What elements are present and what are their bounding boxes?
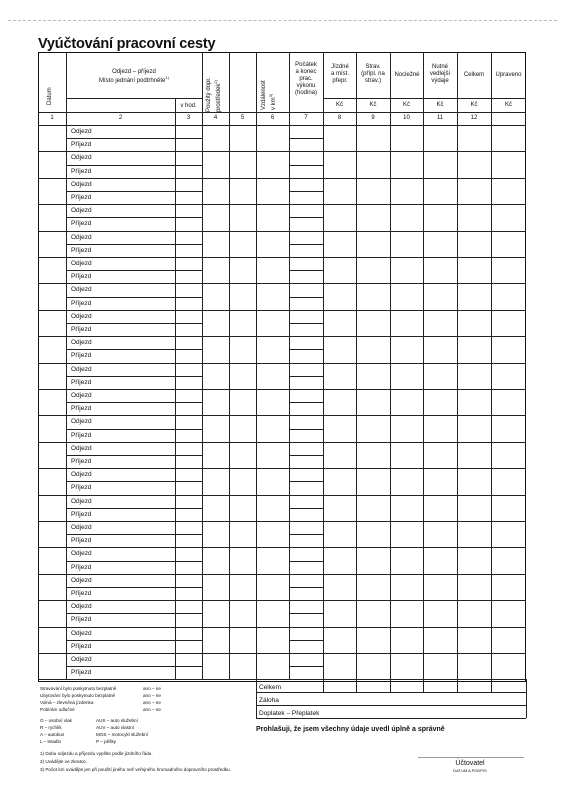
header-nutne — [423, 64, 457, 85]
row-divider — [38, 178, 66, 179]
row-divider — [202, 389, 289, 390]
row-divider — [289, 165, 323, 166]
row-divider — [66, 349, 202, 350]
row-divider — [289, 481, 323, 482]
row-divider — [289, 521, 323, 522]
header-strav — [356, 64, 390, 85]
header-odjezd-line1: Odjezd – příjezd — [112, 69, 156, 75]
row-label: Odjezd — [71, 603, 92, 611]
legend-o: O – osobní vlak — [40, 718, 72, 723]
row-divider — [66, 217, 202, 218]
row-divider — [38, 442, 66, 443]
row-divider — [289, 666, 323, 667]
note-odlucne: Pobírám odlučné — [40, 707, 75, 712]
row-divider — [323, 336, 526, 337]
currency-label: Kč — [436, 102, 444, 108]
column-number: 12 — [470, 115, 478, 121]
header-pouzity-prostredek-2 — [213, 80, 222, 112]
row-divider — [289, 151, 323, 152]
row-divider — [66, 679, 202, 680]
summary-doplatek: Doplatek – Přeplatek — [259, 710, 320, 717]
row-label: Odjezd — [71, 180, 92, 188]
row-divider — [289, 363, 323, 364]
row-divider — [323, 521, 526, 522]
row-divider — [289, 679, 323, 680]
column-divider — [356, 52, 357, 679]
row-divider — [38, 231, 66, 232]
row-divider — [289, 653, 323, 654]
row-label: Příjezd — [71, 194, 92, 201]
row-divider — [66, 270, 202, 271]
footnote-ref-3: 3) — [268, 93, 273, 98]
row-divider — [289, 600, 323, 601]
row-label: Příjezd — [71, 431, 92, 439]
row-divider — [66, 640, 202, 641]
row-divider — [202, 547, 289, 548]
row-divider — [289, 231, 323, 232]
row-label: Odjezd — [71, 365, 92, 373]
row-label: Odjezd — [71, 656, 92, 663]
column-divider — [390, 52, 391, 679]
row-divider — [66, 204, 202, 205]
header-nutne-l1: Nutné — [431, 64, 448, 70]
row-label: Odjezd — [71, 128, 92, 135]
row-divider — [323, 363, 526, 364]
header-jizdne-l3: přepr. — [332, 77, 348, 84]
header-vzdalenost — [261, 80, 267, 110]
row-divider — [66, 574, 202, 575]
column-number: 10 — [403, 115, 410, 121]
row-divider — [66, 402, 202, 403]
row-divider — [323, 283, 526, 284]
row-divider — [66, 455, 202, 456]
row-divider — [66, 666, 202, 667]
column-number: 2 — [118, 115, 123, 121]
header-pouzity-line1: Použitý dopr. — [206, 77, 212, 112]
signature-subtitle: DATUM A PODPIS — [453, 768, 487, 773]
row-divider — [38, 415, 66, 416]
row-divider — [289, 640, 323, 641]
summary-divider — [256, 692, 526, 693]
header-nutne-l3: výdaje — [431, 77, 449, 84]
column-divider — [202, 52, 203, 679]
row-label: Odjezd — [71, 444, 92, 452]
row-label: Odjezd — [71, 550, 92, 558]
header-datum: Datum — [47, 87, 53, 105]
row-divider — [66, 521, 202, 522]
row-divider — [323, 310, 526, 311]
header-vzdalenost-2 — [268, 94, 277, 110]
row-divider — [202, 468, 289, 469]
header-pocatek — [289, 62, 323, 96]
row-divider — [66, 257, 202, 258]
row-divider — [202, 363, 289, 364]
row-label: Příjezd — [71, 642, 92, 650]
currency-label: Kč — [402, 102, 410, 108]
row-divider — [289, 402, 323, 403]
column-number: 11 — [436, 115, 444, 121]
row-divider — [66, 323, 202, 324]
row-divider — [66, 363, 202, 364]
row-divider — [323, 257, 526, 258]
row-divider — [66, 429, 202, 430]
header-pouzity-prostredek — [206, 77, 212, 112]
row-divider — [66, 442, 202, 443]
column-divider — [256, 52, 257, 679]
header-strav-l1: Strav. — [365, 64, 381, 70]
row-divider — [323, 442, 526, 443]
currency-label: Kč — [369, 102, 377, 108]
column-number: 4 — [213, 115, 218, 121]
row-divider — [38, 679, 66, 680]
row-divider — [38, 627, 66, 628]
row-divider — [38, 204, 66, 205]
row-divider — [202, 627, 289, 628]
row-label: Příjezd — [71, 669, 92, 677]
row-divider — [38, 495, 66, 496]
row-divider — [202, 283, 289, 284]
row-divider — [38, 600, 66, 601]
row-divider — [289, 297, 323, 298]
header-jizdne-l2: a míst. — [330, 70, 349, 77]
column-number: 7 — [304, 115, 308, 121]
row-divider — [66, 587, 202, 588]
row-divider — [289, 547, 323, 548]
currency-label: Kč — [504, 102, 512, 108]
row-divider — [202, 231, 289, 232]
row-divider — [323, 389, 526, 390]
summary-divider — [256, 705, 526, 706]
header-pocatek-l2: a konec — [295, 68, 317, 75]
row-divider — [289, 429, 323, 430]
summary-divider — [256, 718, 526, 719]
row-divider — [38, 151, 66, 152]
row-label: Odjezd — [71, 629, 92, 637]
row-divider — [202, 204, 289, 205]
row-divider — [323, 468, 526, 469]
header-divider — [323, 98, 526, 99]
row-divider — [66, 653, 202, 654]
row-divider — [323, 415, 526, 416]
footnote-3: 3) Počet km uvádějte jen při použití jiného než veřejného hromadného dopravního prostředku. — [40, 767, 232, 772]
row-divider — [66, 165, 202, 166]
row-label: Příjezd — [71, 167, 92, 175]
row-divider — [289, 376, 323, 377]
row-label: Odjezd — [71, 260, 92, 267]
row-divider — [202, 415, 289, 416]
row-divider — [289, 389, 323, 390]
footnote-ref-2: 2) — [213, 80, 218, 84]
summary-zaloha: Záloha — [259, 697, 279, 704]
row-divider — [66, 481, 202, 482]
row-divider — [289, 349, 323, 350]
column-divider — [229, 52, 230, 679]
row-divider — [323, 204, 526, 205]
legend-a: A – autobus — [40, 732, 65, 737]
row-divider — [289, 204, 323, 205]
row-divider — [38, 257, 66, 258]
row-divider — [202, 679, 289, 680]
column-number: 6 — [270, 115, 275, 121]
row-label: Příjezd — [71, 484, 92, 492]
row-divider — [289, 257, 323, 258]
column-divider — [289, 52, 290, 679]
column-divider — [491, 52, 492, 679]
header-divider — [38, 125, 526, 126]
row-label: Odjezd — [71, 154, 92, 162]
summary-divider — [256, 679, 257, 718]
row-divider — [66, 191, 202, 192]
row-divider — [323, 495, 526, 496]
row-divider — [66, 297, 202, 298]
row-divider — [289, 613, 323, 614]
column-number: 5 — [240, 115, 245, 121]
row-label: Odjezd — [71, 392, 92, 399]
row-divider — [202, 442, 289, 443]
row-divider — [66, 547, 202, 548]
row-divider — [38, 389, 66, 390]
row-divider — [202, 151, 289, 152]
row-divider — [38, 283, 66, 284]
row-divider — [38, 574, 66, 575]
header-upraveno: Upraveno — [495, 72, 522, 78]
signature-line — [418, 757, 524, 758]
row-label: Odjezd — [71, 312, 92, 320]
row-label: Odjezd — [71, 497, 92, 505]
column-divider — [323, 52, 324, 679]
row-divider — [66, 336, 202, 337]
row-divider — [323, 627, 526, 628]
cut-line — [8, 20, 557, 21]
row-divider — [289, 442, 323, 443]
row-divider — [202, 257, 289, 258]
header-strav-l3: strav.) — [364, 77, 382, 84]
row-divider — [289, 178, 323, 179]
header-divider — [66, 98, 202, 99]
row-divider — [38, 336, 66, 337]
row-divider — [202, 600, 289, 601]
row-label: Příjezd — [71, 510, 92, 518]
summary-celkem: Celkem — [259, 684, 282, 691]
row-divider — [66, 231, 202, 232]
row-label: Odjezd — [71, 207, 92, 215]
row-divider — [66, 310, 202, 311]
header-divider — [38, 112, 526, 113]
note-ubytovani: Ubytování bylo poskytnuto bezplatně — [40, 693, 116, 698]
signature-title: Účtovatel — [455, 760, 485, 767]
row-divider — [66, 495, 202, 496]
row-label: Příjezd — [71, 299, 92, 307]
row-divider — [289, 587, 323, 588]
header-odjezd-prijezd — [66, 69, 202, 85]
row-divider — [202, 574, 289, 575]
row-divider — [202, 310, 289, 311]
row-divider — [289, 217, 323, 218]
row-divider — [289, 323, 323, 324]
legend-aus: AUS – auto služební — [96, 718, 138, 723]
column-divider — [423, 52, 424, 679]
note-jizdenka-value: ano – ne — [143, 700, 161, 705]
row-divider — [323, 600, 526, 601]
row-divider — [38, 310, 66, 311]
row-label: Příjezd — [71, 141, 92, 149]
row-label: Odjezd — [71, 576, 92, 584]
row-divider — [323, 574, 526, 575]
note-jizdenka: Volná – zlevněná jízdenka — [40, 700, 94, 705]
row-label: Odjezd — [71, 418, 92, 426]
column-divider — [66, 52, 67, 679]
declaration: Prohlašuji, že jsem všechny údaje uvedl úplně a správně — [256, 726, 445, 733]
row-divider — [66, 468, 202, 469]
row-label: Odjezd — [71, 233, 92, 241]
summary-divider — [323, 679, 324, 692]
row-divider — [289, 627, 323, 628]
summary-divider — [423, 679, 424, 692]
header-pocatek-l1: Počátek — [295, 62, 317, 68]
row-divider — [323, 653, 526, 654]
row-divider — [202, 653, 289, 654]
row-divider — [289, 415, 323, 416]
row-divider — [289, 561, 323, 562]
row-divider — [323, 231, 526, 232]
row-divider — [289, 336, 323, 337]
row-divider — [289, 468, 323, 469]
header-v-hod: v hod. — [180, 103, 197, 109]
column-number: 3 — [186, 115, 191, 121]
header-nutne-l2: vedlejší — [429, 70, 451, 77]
note-stravovani — [40, 686, 116, 691]
note-label: Stravování bylo poskytnuto bezplatně — [40, 686, 117, 691]
row-divider — [66, 283, 202, 284]
row-label: Příjezd — [71, 326, 92, 333]
row-label: Příjezd — [71, 616, 92, 624]
header-nocl: Nocležné — [394, 72, 420, 78]
header-pouzity-line2: prostředek — [216, 83, 222, 112]
header-pocatek-l4: výkonu — [296, 82, 316, 89]
row-divider — [289, 283, 323, 284]
summary-divider — [491, 679, 492, 692]
row-divider — [66, 389, 202, 390]
row-divider — [323, 679, 526, 680]
footnote-1: 1) Dobu odjezdu a příjezdu vyplňte podle jízdního řádu. — [40, 751, 153, 756]
row-divider — [202, 521, 289, 522]
row-divider — [289, 310, 323, 311]
row-divider — [289, 138, 323, 139]
row-divider — [66, 376, 202, 377]
row-label: Příjezd — [71, 246, 92, 254]
row-divider — [66, 151, 202, 152]
row-label: Odjezd — [71, 524, 92, 531]
column-number: 8 — [337, 115, 342, 121]
row-label: Odjezd — [71, 471, 92, 479]
header-vzdalenost-line1: Vzdálenost — [261, 80, 267, 110]
legend-auv: AUV – auto vlastní — [96, 725, 135, 730]
row-divider — [66, 244, 202, 245]
header-jizdne-l1: Jízdné — [331, 64, 349, 70]
row-divider — [38, 468, 66, 469]
row-label: Odjezd — [71, 339, 92, 347]
form-title: Vyúčtování pracovní cesty — [38, 36, 216, 52]
row-divider — [289, 508, 323, 509]
row-divider — [289, 270, 323, 271]
row-divider — [202, 178, 289, 179]
legend-r: R – rychlík — [40, 725, 62, 730]
summary-divider — [526, 679, 527, 718]
legend-mos: MOS – motocykl služební — [96, 732, 149, 737]
row-divider — [66, 178, 202, 179]
row-divider — [66, 508, 202, 509]
row-divider — [289, 495, 323, 496]
legend-p: P – pěšky — [96, 739, 117, 744]
summary-divider — [356, 679, 357, 692]
currency-label: Kč — [470, 102, 478, 108]
column-divider — [457, 52, 458, 679]
row-label: Příjezd — [71, 537, 92, 545]
legend-l: L – letadlo — [40, 739, 62, 744]
row-divider — [323, 151, 526, 152]
header-odjezd-line2: Místo jednání podtrhněte — [99, 77, 166, 84]
row-label: Příjezd — [71, 458, 92, 465]
row-divider — [289, 534, 323, 535]
footnote-2: 2) Uvádějte ve zkratce. — [40, 759, 87, 764]
row-divider — [323, 547, 526, 548]
row-divider — [66, 415, 202, 416]
footnote-ref-1: 1) — [165, 74, 169, 80]
row-divider — [289, 244, 323, 245]
row-divider — [66, 627, 202, 628]
row-label: Příjezd — [71, 590, 92, 597]
row-divider — [66, 561, 202, 562]
row-divider — [202, 336, 289, 337]
row-divider — [289, 574, 323, 575]
row-label: Odjezd — [71, 286, 92, 294]
row-label: Příjezd — [71, 405, 92, 413]
column-number: 9 — [371, 115, 375, 121]
row-divider — [66, 613, 202, 614]
summary-divider — [457, 679, 458, 692]
row-divider — [202, 495, 289, 496]
row-label: Příjezd — [71, 220, 92, 228]
row-divider — [289, 455, 323, 456]
row-label: Příjezd — [71, 378, 92, 386]
row-divider — [66, 600, 202, 601]
note-odlucne-value: ano – ne — [143, 707, 161, 712]
column-number: 1 — [50, 115, 54, 121]
header-strav-l2: (přípl. na — [361, 70, 385, 77]
row-divider — [66, 138, 202, 139]
row-divider — [38, 521, 66, 522]
row-divider — [38, 653, 66, 654]
summary-divider — [390, 679, 391, 692]
note-stravovani-value: ano – ne — [143, 686, 161, 691]
currency-label: Kč — [335, 102, 343, 108]
header-celkem: Celkem — [463, 72, 485, 78]
row-label: Příjezd — [71, 563, 92, 571]
header-pocatek-l3: prac. — [299, 75, 313, 82]
row-divider — [38, 547, 66, 548]
note-ubytovani-value: ano – ne — [143, 693, 161, 698]
row-divider — [66, 534, 202, 535]
row-label: Příjezd — [71, 352, 92, 360]
row-divider — [38, 363, 66, 364]
header-vzdalenost-line2: v km — [271, 97, 277, 110]
row-divider — [289, 191, 323, 192]
header-pocatek-l5: (hodina) — [294, 89, 317, 96]
row-divider — [323, 178, 526, 179]
header-jizdne — [323, 64, 357, 85]
row-label: Příjezd — [71, 273, 92, 281]
